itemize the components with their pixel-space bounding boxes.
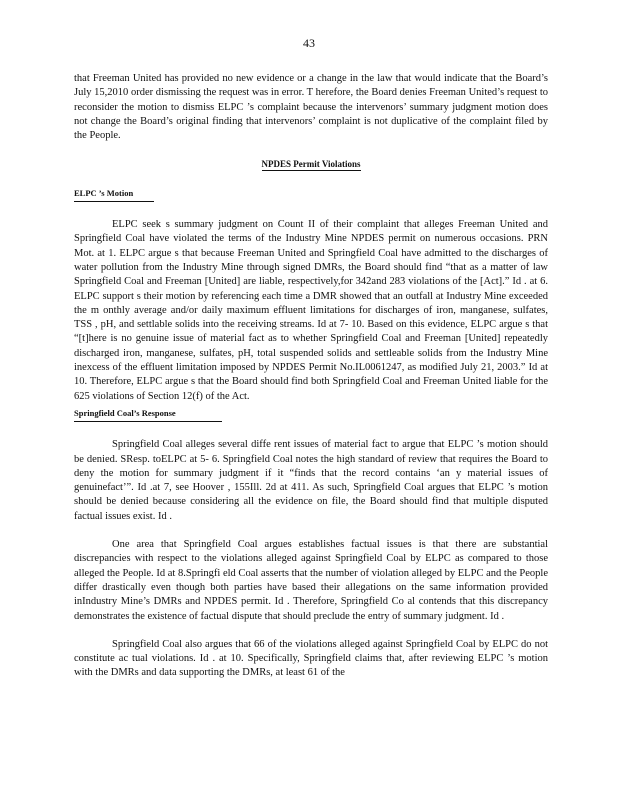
page-body bbox=[74, 72, 548, 681]
paragraph-discrepancies: One area that Springfield Coal argues establishes factual issues is that there are substantial discrepancies with respect to the violations alleged against Springfield Coal by ELPC as compared to those alleged the People. Id at 8.Springfi eld Coal asserts that the number of violation alleged by ELPC and the People differ drastically even though both parties have based their allegations on the same information provided inIndustry Mine’s DMRs and NPDES permit. Id . Therefore, Springfield Co al contends that this discrepancy demonstrates the existence of factual dispute that should preclude the entry of summary judgment. Id . bbox=[74, 539, 548, 622]
subheading-elpc-motion bbox=[74, 186, 548, 202]
section-heading-npdes bbox=[74, 157, 548, 171]
paragraph-elpc-motion: ELPC seek s summary judgment on Count II of their complaint that alleges Freeman United and Springfield Coal have violated the terms of the Industry Mine NPDES permit on numerous occasions. PRN Mot. at 1. ELPC argue s that because Freeman United and Springfield Coal have admitted to the discharges of water pollution from the Industry Mine through signed DMRs, the Board should find “that as a matter of law Springfield Coal and Freeman [United] are liable, respectively,for 342and 283 violations of the [Act].” Id . at 6. ELPC support s their motion by referencing each time a DMR showed that an outfall at Industry Mine exceeded the m onthly average and/or daily maximum effluent limitations for discharges of iron, manganese, sulfates, TSS , pH, and settlable solids into the receiving streams. Id at 7- 10. Based on this evidence, ELPC argue s that “[t]here is no genuine issue of material fact as to whether Springfield Coal and Freeman [United] repeatedly discharged iron, manganese, sulfates, pH, total suspended solids and settleable solids from the Industry Mine inexcess of the effluent limitation imposed by NPDES Permit No.IL0061247, as modified July 21, 2003.” Id at 10. Therefore, ELPC argue s that the Board should find both Springfield Coal and Freeman United liable for the 625 violations of Section 12(f) of the Act. bbox=[74, 219, 548, 402]
subheading-text: Springfield Coal’s Response bbox=[74, 406, 222, 422]
paragraph-springfield-alleges: Springfield Coal alleges several diffe rent issues of material fact to argue that ELPC ’s motion should be denied. SResp. toELPC at 5- 6. Springfield Coal notes the high standard of review that requires the Board to deny the motion for summary judgment if it “finds that the record contains ‘an y material issues of genuinefact’”. Id .at 7, see Hoover , 155Ill. 2d at 411. As such, Springfield Coal argues that ELPC ’s motion should be denied because considering all the evidence on file, the Board should find that multiple disputed factual issues exist. Id . bbox=[74, 439, 548, 522]
subheading-springfield-response bbox=[74, 406, 548, 422]
paragraph-66-violations: Springfield Coal also argues that 66 of the violations alleged against Springfield Coal by ELPC do not constitute ac tual violations. Id . at 10. Specifically, Springfield claims that, after reviewing ELPC ’s motion with the DMRs and data supporting the DMRs, at least 61 of the bbox=[74, 638, 548, 679]
paragraph-reconsideration-conclusion: that Freeman United has provided no new evidence or a change in the law that would indicate that the Board’s July 15,2010 order dismissing the request was in error. T herefore, the Board denies Freeman United’s request to reconsider the motion to dismiss ELPC ’s complaint because the intervenors’ summary judgment motion does not change the Board’s original finding that intervenors’ complaint is not duplicative of the complaint filed by the People. bbox=[74, 73, 548, 142]
section-heading-text: NPDES Permit Violations bbox=[261, 159, 361, 170]
page-number: 43 bbox=[303, 36, 315, 50]
subheading-text: ELPC ’s Motion bbox=[74, 186, 154, 202]
